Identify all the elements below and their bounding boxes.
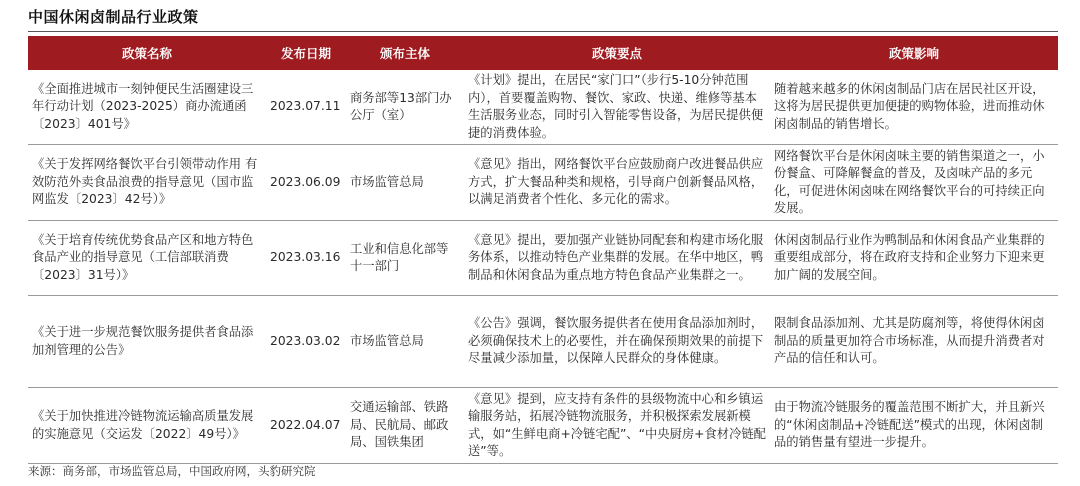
policy-name-cell: 《关于发挥网络餐饮平台引领带动作用 有效防范外卖食品浪费的指导意见（国市监网监发〔2023〕42号）》: [28, 145, 266, 221]
table-row: [28, 221, 1058, 296]
table-row: [28, 296, 1058, 388]
table-header-row: [28, 36, 1058, 70]
policy-name-cell: 《关于加快推进冷链物流运输高质量发展的实施意见（交运发〔2022〕49号）》: [28, 388, 266, 464]
header-key-points: 政策要点: [464, 36, 770, 70]
page-title: 中国休闲卤制品行业政策: [28, 8, 199, 26]
policy-name-cell: 《关于进一步规范餐饮服务提供者食品添加剂管理的公告》: [28, 296, 266, 388]
impact-cell: 网络餐饮平台是休闲卤味主要的销售渠道之一，小份餐盒、可降解餐盒的普及，及卤味产品的多元化，可促进休闲卤味在网络餐饮平台的可持续正向发展。: [770, 145, 1058, 221]
table-row: [28, 145, 1058, 221]
issuer-cell: 工业和信息化部等十一部门: [346, 221, 464, 296]
release-date-cell: 2023.06.09: [266, 145, 346, 221]
table-row: [28, 388, 1058, 464]
key-points-cell: 《公告》强调，餐饮服务提供者在使用食品添加剂时，必须确保技术上的必要性，并在确保预期效果的前提下尽量减少添加量，以保障人民群众的身体健康。: [464, 296, 770, 388]
source-note: 来源：商务部，市场监管总局，中国政府网，头豹研究院: [28, 464, 316, 478]
header-issuer: 颁布主体: [346, 36, 464, 70]
key-points-cell: 《意见》提到，应支持有条件的县级物流中心和乡镇运输服务站，拓展冷链物流服务，并积极探索发展新模式，如“生鲜电商+冷链宅配”、“中央厨房+食材冷链配送”等。: [464, 388, 770, 464]
header-policy-name: 政策名称: [28, 36, 266, 70]
header-impact: 政策影响: [770, 36, 1058, 70]
release-date-cell: 2022.04.07: [266, 388, 346, 464]
issuer-cell: 市场监管总局: [346, 145, 464, 221]
key-points-cell: 《意见》指出，网络餐饮平台应鼓励商户改进餐品供应方式，扩大餐品种类和规格，引导商户创新餐品风格，以满足消费者个性化、多元化的需求。: [464, 145, 770, 221]
key-points-cell: 《计划》提出，在居民“家门口”（步行5-10分钟范围内），首要覆盖购物、餐饮、家政、快递、维修等基本生活服务业态，同时引入智能零售设备，为居民提供便捷的消费体验。: [464, 70, 770, 145]
impact-cell: 由于物流冷链服务的覆盖范围不断扩大，并且新兴的“休闲卤制品+冷链配送”模式的出现，休闲卤制品的销售量有望进一步提升。: [770, 388, 1058, 464]
release-date-cell: 2023.03.02: [266, 296, 346, 388]
issuer-cell: 市场监管总局: [346, 296, 464, 388]
table-row: [28, 70, 1058, 145]
issuer-cell: 商务部等13部门办公厅（室）: [346, 70, 464, 145]
policy-name-cell: 《关于培育传统优势食品产区和地方特色食品产业的指导意见（工信部联消费〔2023〕31号）》: [28, 221, 266, 296]
title-divider: [28, 31, 1058, 32]
issuer-cell: 交通运输部、铁路局、民航局、邮政局、国铁集团: [346, 388, 464, 464]
key-points-cell: 《意见》提出，要加强产业链协同配套和构建市场化服务体系，以推动特色产业集群的发展。在华中地区，鸭制品和休闲食品为重点地方特色食品产业集群之一。: [464, 221, 770, 296]
impact-cell: 限制食品添加剂、尤其是防腐剂等，将使得休闲卤制品的质量更加符合市场标准，从而提升消费者对产品的信任和认可。: [770, 296, 1058, 388]
release-date-cell: 2023.03.16: [266, 221, 346, 296]
impact-cell: 休闲卤制品行业作为鸭制品和休闲食品产业集群的重要组成部分，将在政府支持和企业努力下迎来更加广阔的发展空间。: [770, 221, 1058, 296]
release-date-cell: 2023.07.11: [266, 70, 346, 145]
impact-cell: 随着越来越多的休闲卤制品门店在居民社区开设，这将为居民提供更加便捷的购物体验，进而推动休闲卤制品的销售增长。: [770, 70, 1058, 145]
header-release-date: 发布日期: [266, 36, 346, 70]
policy-table: [28, 36, 1058, 464]
policy-name-cell: 《全面推进城市一刻钟便民生活圈建设三年行动计划（2023-2025）商办流通函〔2023〕401号》: [28, 70, 266, 145]
